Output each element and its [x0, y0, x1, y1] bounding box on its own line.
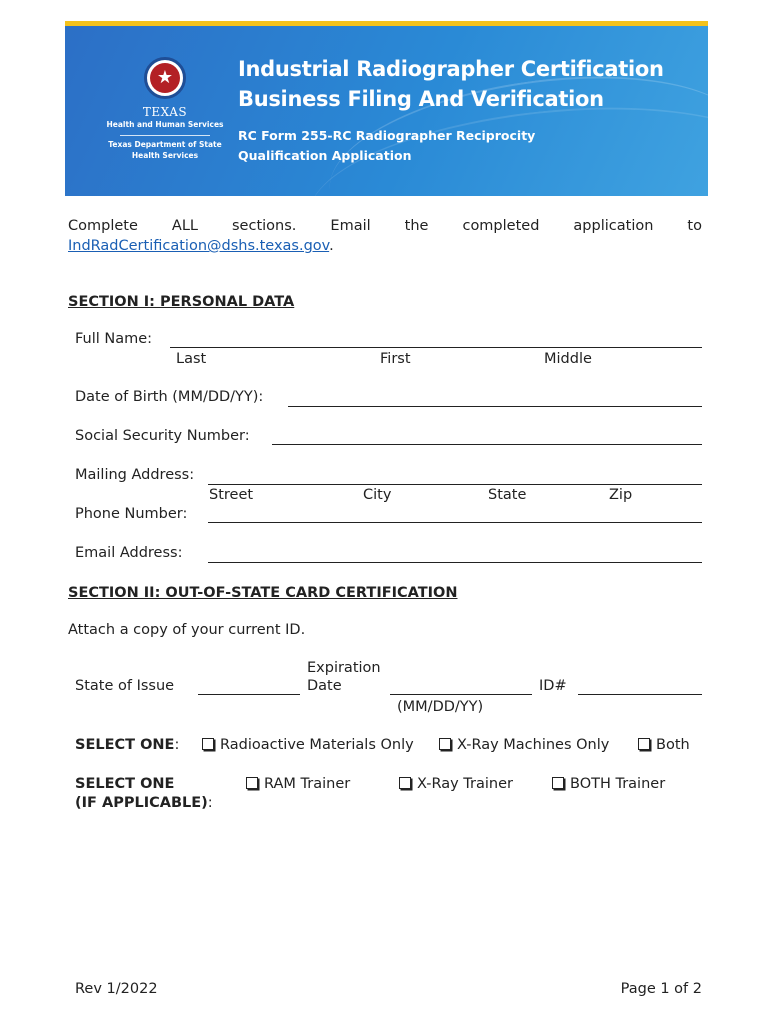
expiration-label-line1: Expiration [307, 660, 381, 676]
checkbox-icon[interactable] [246, 777, 258, 789]
phone-field[interactable] [208, 522, 702, 523]
logo-dept-line2: Health Services [131, 151, 199, 160]
header-banner [65, 21, 708, 196]
state-of-issue-field[interactable] [198, 694, 300, 695]
email-address-field[interactable] [208, 562, 702, 563]
both-trainer-option[interactable]: BOTH Trainer [552, 776, 665, 792]
accent-bar [65, 21, 708, 26]
section2-heading: SECTION II: OUT-OF-STATE CARD CERTIFICATION [68, 585, 458, 601]
select-one-label: SELECT ONE [75, 737, 175, 753]
logo-agency: Health and Human Services [106, 120, 224, 129]
mailing-address-label: Mailing Address: [75, 467, 195, 483]
intro-instruction: Complete ALL sections. Email the completed application to [68, 218, 702, 234]
dob-field[interactable] [288, 406, 702, 407]
expiration-label-line2: Date [307, 678, 342, 694]
phone-label: Phone Number: [75, 506, 188, 522]
attach-instruction: Attach a copy of your current ID. [68, 622, 306, 638]
email-link[interactable]: IndRadCertification@dshs.texas.gov [68, 238, 330, 254]
state-of-issue-label: State of Issue [75, 678, 175, 694]
city-caption: City [363, 487, 392, 503]
form-subtitle-line2: Qualification Application [238, 148, 412, 163]
checkbox-icon[interactable] [638, 738, 650, 750]
logo-state: TEXAS [142, 105, 188, 119]
ssn-field[interactable] [272, 444, 702, 445]
dob-label: Date of Birth (MM/DD/YY): [75, 389, 264, 405]
state-caption: State [488, 487, 527, 503]
expiration-date-field[interactable] [390, 694, 532, 695]
email-address-label: Email Address: [75, 545, 183, 561]
mailing-address-field[interactable] [208, 484, 702, 485]
xray-machines-option[interactable]: X-Ray Machines Only [439, 737, 609, 753]
checkbox-icon[interactable] [202, 738, 214, 750]
id-number-field[interactable] [578, 694, 702, 695]
full-name-label: Full Name: [75, 331, 153, 347]
first-name-caption: First [380, 351, 411, 367]
middle-name-caption: Middle [544, 351, 592, 367]
if-applicable-label: (IF APPLICABLE) [75, 795, 208, 811]
zip-caption: Zip [609, 487, 633, 503]
ssn-label: Social Security Number: [75, 428, 250, 444]
revision-label: Rev 1/2022 [75, 981, 158, 997]
both-option[interactable]: Both [638, 737, 690, 753]
form-title-line2: Business Filing And Verification [238, 87, 604, 111]
last-name-caption: Last [176, 351, 207, 367]
page-number: Page 1 of 2 [620, 981, 702, 997]
id-number-label: ID# [539, 678, 567, 694]
full-name-field[interactable] [170, 347, 702, 348]
checkbox-icon[interactable] [399, 777, 411, 789]
select-one-applicable-label: SELECT ONE [75, 776, 175, 792]
checkbox-icon[interactable] [439, 738, 451, 750]
texas-seal-icon: ★ [144, 57, 186, 99]
date-format-hint: (MM/DD/YY) [397, 699, 484, 715]
checkbox-icon[interactable] [552, 777, 564, 789]
form-subtitle-line1: RC Form 255-RC Radiographer Reciprocity [238, 128, 536, 143]
section1-heading: SECTION I: PERSONAL DATA [68, 294, 295, 310]
street-caption: Street [209, 487, 254, 503]
xray-trainer-option[interactable]: X-Ray Trainer [399, 776, 513, 792]
ram-trainer-option[interactable]: RAM Trainer [246, 776, 350, 792]
radioactive-materials-option[interactable]: Radioactive Materials Only [202, 737, 414, 753]
logo-dept-line1: Texas Department of State [108, 140, 222, 149]
form-title-line1: Industrial Radiographer Certification [238, 57, 664, 81]
